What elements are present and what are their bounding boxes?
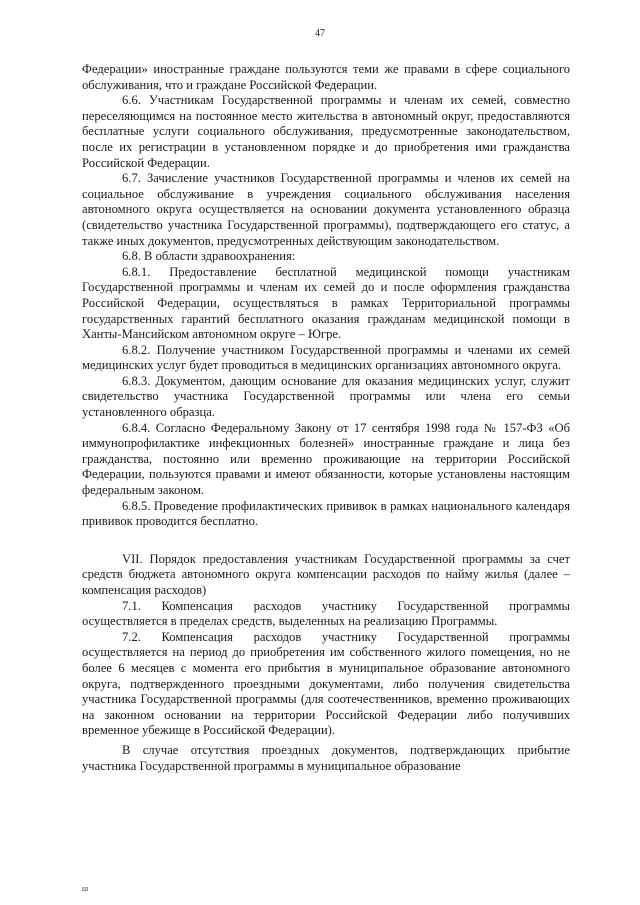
paragraph-6-8: 6.8. В области здравоохранения: [122,249,296,264]
paragraph-no-travel-docs: В случае отсутствия проездных документов, подтверждающих прибытие участника Государственной программы в муниципальное образование [82,742,570,773]
section-gap [82,530,570,552]
paragraph-6-8-3: 6.8.3. Документом, дающим основание для оказания медицинских услуг, служит свидетельство участника Государственной программы или члена его семьи установленного образца. [82,373,570,420]
paragraph-6-8-1: 6.8.1. Предоставление бесплатной медицинской помощи участникам Государственной программы и членам их семей до и после оформления гражданства Российской Федерации, осуществляться в рамках Территориальной программы государственных гарантий бесплатного оказания гражданам медицинской помощи в Ханты-Мансийском автономном округе – Югре. [82,264,570,342]
page-number: 47 [315,28,325,39]
paragraph-6-6: 6.6. Участникам Государственной программы и членам их семей, совместно переселяющимся на постоянное место жительства в автономный округ, предоставляются бесплатные услуги социального обслуживания, предусмотренные законодательством, после их регистрации в установленном порядке и до приобретения ими гражданства Российской Федерации. [82,93,570,170]
document-body [82,62,570,774]
paragraph-6-7: 6.7. Зачисление участников Государственной программы и членов их семей на социальное обслуживание в учреждения социального обслуживания населения автономного округа осуществляется на основании документа установленного образца (свидетельство участника Государственной программы), подтверждающего его статус, а также иных документов, предусмотренных действующим законодательством. [82,171,570,248]
section-heading-vii: VII. Порядок предоставления участникам Государственной программы за счет средств бюджета автономного округа компенсации расходов по найму жилья (далее – компенсация расходов) [82,551,570,597]
paragraph-7-2: 7.2. Компенсация расходов участнику Государственной программы осуществляется на период до приобретения им собственного жилого помещения, но не более 6 месяцев с момента его прибытия в муниципальное образование автономного округа, подтвержденного проездными документами, либо получения свидетельства участника Государственной программы (для соотечественников, временно проживающих на законном основании на территории Российской Федерации либо получивших временное убежище в Российской Федерации). [82,629,570,738]
paragraph-6-8-2: 6.8.2. Получение участником Государственной программы и членами их семей медицинских услуг будет проводиться в медицинских организациях автономного округа. [82,342,570,373]
paragraph-6-8-5: 6.8.5. Проведение профилактических прививок в рамках национального календаря прививок проводится бесплатно. [82,498,570,529]
paragraph-7-1: 7.1. Компенсация расходов участнику Государственной программы осуществляется в пределах средств, выделенных на реализацию Программы. [82,598,570,629]
paragraph-continuation: Федерации» иностранные граждане пользуются теми же правами в сфере социального обслуживания, что и граждане Российской Федерации. [82,62,570,92]
footer-mark: ш [82,884,89,893]
paragraph-6-8-4: 6.8.4. Согласно Федеральному Закону от 17 сентября 1998 года № 157-ФЗ «Об иммунопрофилактике инфекционных болезней» иностранные граждане и лица без гражданства, постоянно или временно проживающие на территории Российской Федерации, пользуются правами и имеют обязанности, которые установлены настоящим федеральным законом. [82,420,570,498]
